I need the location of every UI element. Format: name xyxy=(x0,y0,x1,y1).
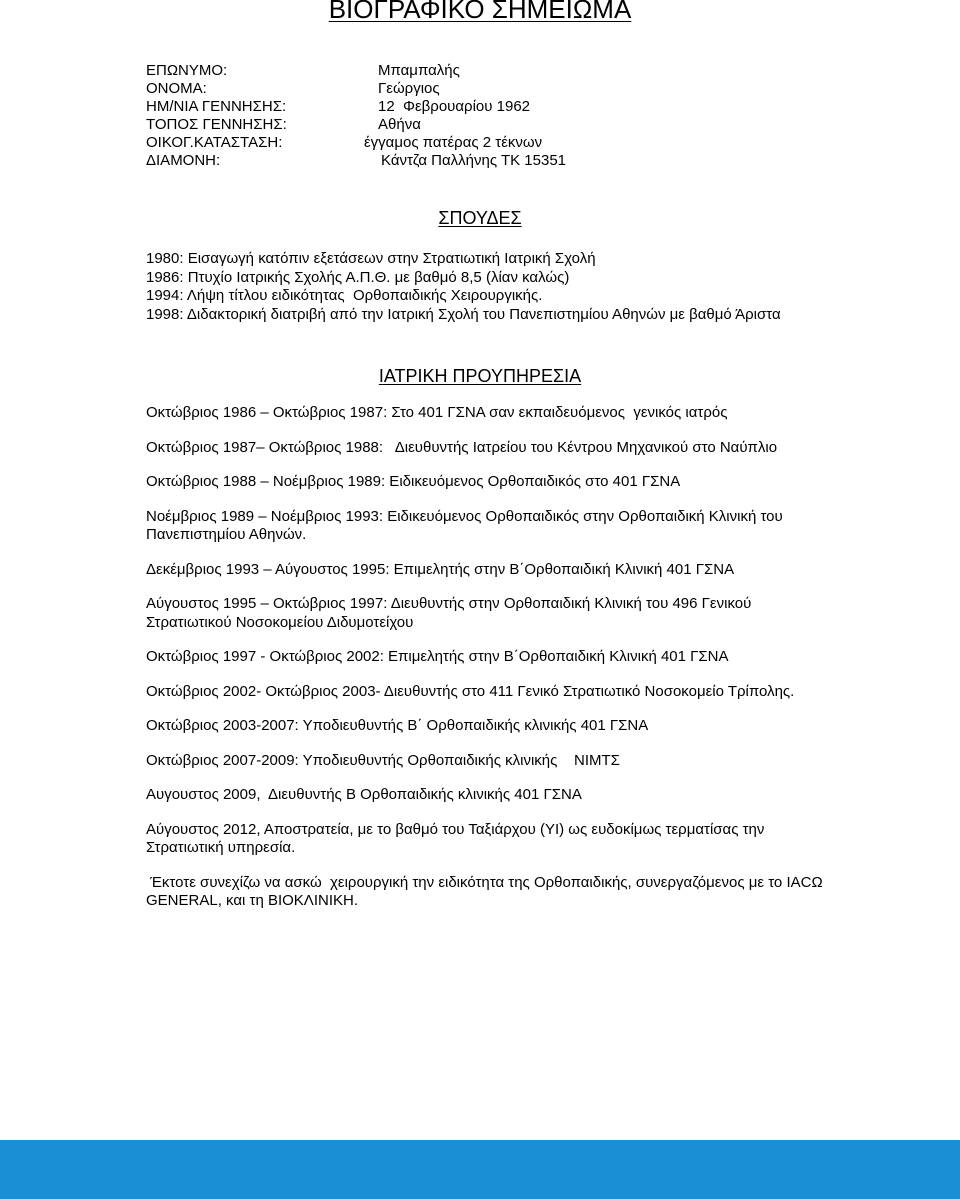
personal-row-surname xyxy=(146,62,866,80)
personal-row-birthplace xyxy=(146,116,866,134)
studies-list xyxy=(146,250,826,324)
surname-label: ΕΠΩΝΥΜΟ: xyxy=(146,62,228,79)
service-item: Οκτώβριος 2003-2007: Υποδιευθυντής Β΄ Ορθοπαιδικής κλινικής 401 ΓΣΝΑ xyxy=(146,717,649,734)
studies-item: 1986: Πτυχίο Ιατρικής Σχολής Α.Π.Θ. με βαθμό 8,5 (λίαν καλώς) xyxy=(146,268,570,286)
marital-value: έγγαμος πατέρας 2 τέκνων xyxy=(364,134,543,151)
service-list xyxy=(146,404,826,927)
birthdate-value: 12 Φεβρουαρίου 1962 xyxy=(378,98,530,115)
personal-row-residence xyxy=(146,152,866,170)
service-item: Οκτώβριος 1986 – Οκτώβριος 1987: Στο 401 ΓΣΝΑ σαν εκπαιδευόμενος γενικός ιατρός xyxy=(146,404,728,421)
name-label: ΟΝΟΜΑ: xyxy=(146,80,207,97)
residence-value: Κάντζα Παλλήνης ΤΚ 15351 xyxy=(381,152,567,169)
studies-item: 1994: Λήψη τίτλου ειδικότητας Ορθοπαιδικής Χειρουργικής. xyxy=(146,287,543,304)
service-heading: ΙΑΤΡΙΚΗ ΠΡΟΥΠΗΡΕΣΙΑ xyxy=(378,366,582,386)
personal-info xyxy=(146,62,866,170)
residence-label: ΔΙΑΜΟΝΗ: xyxy=(146,152,221,169)
footer-band xyxy=(0,1140,960,1199)
birthplace-label: ΤΟΠΟΣ ΓΕΝΝΗΣΗΣ: xyxy=(146,116,287,133)
personal-row-name xyxy=(146,80,866,98)
service-item: Αύγουστος 2012, Αποστρατεία, με το βαθμό του Ταξιάρχου (ΥΙ) ως ευδοκίμως τερματίσας την Στρατιωτική υπηρεσία. xyxy=(146,820,765,856)
service-item: Έκτοτε συνεχίζω να ασκώ χειρουργική την ειδικότητα της Ορθοπαιδικής, συνεργαζόμενος με το IACΩ GENERAL, και τη ΒΙΟΚΛΙΝΙΚΗ. xyxy=(146,873,827,909)
personal-row-marital xyxy=(146,134,866,152)
service-item: Νοέμβριος 1989 – Νοέμβριος 1993: Ειδικευόμενος Ορθοπαιδικός στην Ορθοπαιδική Κλινική του Πανεπιστημίου Αθηνών. xyxy=(146,507,783,543)
marital-label: ΟΙΚΟΓ.ΚΑΤΑΣΤΑΣΗ: xyxy=(146,134,283,151)
service-item: Αύγουστος 1995 – Οκτώβριος 1997: Διευθυντής στην Ορθοπαιδική Κλινική του 496 Γενικού Στρατιωτικού Νοσοκομείου Διδυμοτείχου xyxy=(146,595,752,631)
page-title: ΒΙΟΓΡΑΦΙΚΟ ΣΗΜΕΙΩΜΑ xyxy=(328,0,632,24)
service-item: Οκτώβριος 1988 – Νοέμβριος 1989: Ειδικευόμενος Ορθοπαιδικός στο 401 ΓΣΝΑ xyxy=(146,473,681,490)
birthdate-label: ΗΜ/ΝΙΑ ΓΕΝΝΗΣΗΣ: xyxy=(146,98,287,115)
surname-value: Μπαμπαλής xyxy=(378,62,460,79)
personal-row-birthdate xyxy=(146,98,866,116)
service-item: Οκτώβριος 2002- Οκτώβριος 2003- Διευθυντής στο 411 Γενικό Στρατιωτικό Νοσοκομείο Τρίπολης. xyxy=(146,682,795,700)
studies-item: 1980: Εισαγωγή κατόπιν εξετάσεων στην Στρατιωτική Ιατρική Σχολή xyxy=(146,250,596,267)
birthplace-value: Αθήνα xyxy=(378,116,421,133)
service-item: Οκτώβριος 1997 - Οκτώβριος 2002: Επιμελητής στην Β΄Ορθοπαιδική Κλινική 401 ΓΣΝΑ xyxy=(146,648,729,665)
studies-item: 1998: Διδακτορική διατριβή από την Ιατρική Σχολή του Πανεπιστημίου Αθηνών με βαθμό Άριστα xyxy=(146,305,781,323)
service-item: Αυγουστος 2009, Διευθυντής Β Ορθοπαιδικής κλινικής 401 ΓΣΝΑ xyxy=(146,786,582,803)
service-item: Οκτώβριος 2007-2009: Υποδιευθυντής Ορθοπαιδικής κλινικής ΝΙΜΤΣ xyxy=(146,751,620,769)
service-item: Δεκέμβριος 1993 – Αύγουστος 1995: Επιμελητής στην Β΄Ορθοπαιδική Κλινική 401 ΓΣΝΑ xyxy=(146,560,735,578)
name-value: Γεώργιος xyxy=(378,80,440,97)
studies-heading: ΣΠΟΥΔΕΣ xyxy=(438,208,522,228)
service-item: Οκτώβριος 1987– Οκτώβριος 1988: Διευθυντής Ιατρείου του Κέντρου Μηχανικού στο Ναύπλιο xyxy=(146,438,778,456)
